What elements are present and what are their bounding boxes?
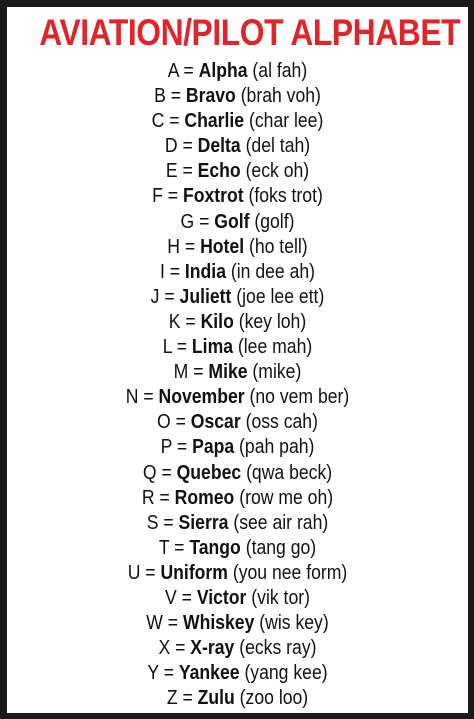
row-code-word: India — [184, 260, 226, 283]
row-code-word: Sierra — [178, 511, 229, 534]
row-pronunciation: (in dee ah) — [230, 260, 316, 283]
alphabet-row: W = Whiskey (wis key) — [146, 612, 329, 635]
alphabet-row: B = Bravo (brah voh) — [154, 85, 321, 108]
alphabet-row: M = Mike (mike) — [173, 361, 302, 384]
row-code-word: Juliett — [179, 285, 232, 308]
row-pronunciation: (wis key) — [259, 612, 329, 635]
row-letter: R — [141, 486, 155, 509]
row-pronunciation: (key loh) — [238, 310, 307, 333]
alphabet-row: I = India (in dee ah) — [159, 260, 316, 283]
poster-sheet — [7, 7, 468, 713]
row-code-word: Papa — [192, 436, 235, 459]
row-pronunciation: (see air rah) — [233, 511, 329, 534]
row-code-word: Hotel — [200, 235, 245, 258]
alphabet-row: O = Oscar (oss cah) — [157, 411, 318, 434]
alphabet-row: X = X-ray (ecks ray) — [158, 637, 317, 660]
alphabet-row: C = Charlie (char lee) — [151, 110, 324, 133]
row-letter: P — [160, 436, 173, 459]
row-pronunciation: (no vem ber) — [249, 386, 350, 409]
row-letter: N — [125, 386, 139, 409]
alphabet-row: P = Papa (pah pah) — [160, 436, 315, 459]
row-pronunciation: (brah voh) — [240, 85, 321, 108]
row-letter: J — [150, 285, 160, 308]
alphabet-row: J = Juliett (joe lee ett) — [150, 285, 325, 308]
row-pronunciation: (joe lee ett) — [236, 285, 325, 308]
row-letter: H — [167, 235, 181, 258]
alphabet-row: N = November (no vem ber) — [125, 386, 350, 409]
row-pronunciation: (foks trot) — [248, 185, 323, 208]
alphabet-row: S = Sierra (see air rah) — [146, 511, 329, 534]
row-letter: X — [158, 637, 171, 660]
row-code-word: Romeo — [174, 486, 235, 509]
row-code-word: X-ray — [190, 637, 235, 660]
row-code-word: Uniform — [160, 561, 228, 584]
row-letter: F — [152, 185, 163, 208]
row-code-word: Delta — [197, 135, 241, 158]
row-code-word: Victor — [196, 586, 247, 609]
alphabet-row: E = Echo (eck oh) — [165, 160, 310, 183]
alphabet-row: Q = Quebec (qwa beck) — [142, 461, 333, 484]
row-pronunciation: (vik tor) — [251, 586, 310, 609]
row-pronunciation: (qwa beck) — [246, 461, 333, 484]
alphabet-row: G = Golf (golf) — [180, 210, 295, 233]
row-letter: I — [159, 260, 165, 283]
row-code-word: Tango — [189, 536, 241, 559]
row-code-word: Kilo — [200, 310, 234, 333]
alphabet-row: R = Romeo (row me oh) — [141, 486, 334, 509]
alphabet-row: T = Tango (tang go) — [158, 536, 317, 559]
row-pronunciation: (eck oh) — [245, 160, 310, 183]
row-code-word: Bravo — [185, 85, 236, 108]
row-code-word: Alpha — [198, 60, 248, 82]
row-code-word: Lima — [191, 336, 234, 359]
row-letter: D — [164, 135, 178, 158]
alphabet-row: H = Hotel (ho tell) — [167, 235, 308, 258]
alphabet-list — [7, 59, 468, 711]
alphabet-row: A = Alpha (al fah) — [167, 60, 308, 82]
alphabet-row: D = Delta (del tah) — [164, 135, 311, 158]
row-letter: W — [146, 612, 163, 635]
row-pronunciation: (row me oh) — [239, 486, 334, 509]
row-letter: L — [162, 336, 172, 359]
row-pronunciation: (tang go) — [245, 536, 317, 559]
alphabet-row: L = Lima (lee mah) — [162, 336, 313, 359]
row-letter: T — [158, 536, 170, 559]
row-letter: V — [165, 586, 177, 609]
row-letter: U — [127, 561, 141, 584]
row-code-word: Golf — [214, 210, 250, 233]
row-pronunciation: (del tah) — [245, 135, 311, 158]
row-letter: M — [173, 361, 189, 384]
row-code-word: November — [158, 386, 245, 409]
row-code-word: Charlie — [184, 110, 245, 133]
row-letter: Q — [142, 461, 157, 484]
row-pronunciation: (zoo loo) — [239, 687, 309, 710]
row-letter: G — [180, 210, 195, 233]
alphabet-row: V = Victor (vik tor) — [165, 586, 310, 609]
row-letter: S — [146, 511, 159, 534]
row-pronunciation: (al fah) — [252, 60, 308, 82]
row-letter: Y — [147, 662, 159, 685]
alphabet-row: K = Kilo (key loh) — [168, 310, 307, 333]
alphabet-row: U = Uniform (you nee form) — [127, 561, 348, 584]
row-pronunciation: (lee mah) — [237, 336, 313, 359]
row-pronunciation: (mike) — [252, 361, 302, 384]
row-code-word: Quebec — [176, 461, 242, 484]
row-code-word: Oscar — [190, 411, 241, 434]
row-code-word: Mike — [208, 361, 248, 384]
row-pronunciation: (ho tell) — [248, 235, 308, 258]
row-letter: B — [154, 85, 166, 108]
row-pronunciation: (golf) — [254, 210, 295, 233]
row-pronunciation: (ecks ray) — [239, 637, 317, 660]
row-pronunciation: (pah pah) — [239, 436, 315, 459]
alphabet-row: Y = Yankee (yang kee) — [147, 662, 328, 685]
poster-title: AVIATION/PILOT ALPHABET — [39, 12, 461, 53]
row-code-word: Zulu — [197, 687, 235, 710]
row-pronunciation: (you nee form) — [232, 561, 348, 584]
row-code-word: Yankee — [178, 662, 240, 685]
row-pronunciation: (oss cah) — [245, 411, 318, 434]
row-letter: Z — [166, 687, 178, 710]
row-pronunciation: (yang kee) — [244, 662, 328, 685]
row-letter: K — [168, 310, 181, 333]
row-letter: O — [157, 411, 171, 434]
row-letter: C — [151, 110, 165, 133]
row-pronunciation: (char lee) — [248, 110, 324, 133]
row-letter: E — [165, 160, 178, 183]
alphabet-row: Z = Zulu (zoo loo) — [166, 687, 309, 710]
row-code-word: Whiskey — [182, 612, 255, 635]
row-code-word: Foxtrot — [182, 185, 244, 208]
row-letter: A — [167, 60, 179, 82]
row-code-word: Echo — [197, 160, 241, 183]
alphabet-row: F = Foxtrot (foks trot) — [152, 185, 323, 208]
